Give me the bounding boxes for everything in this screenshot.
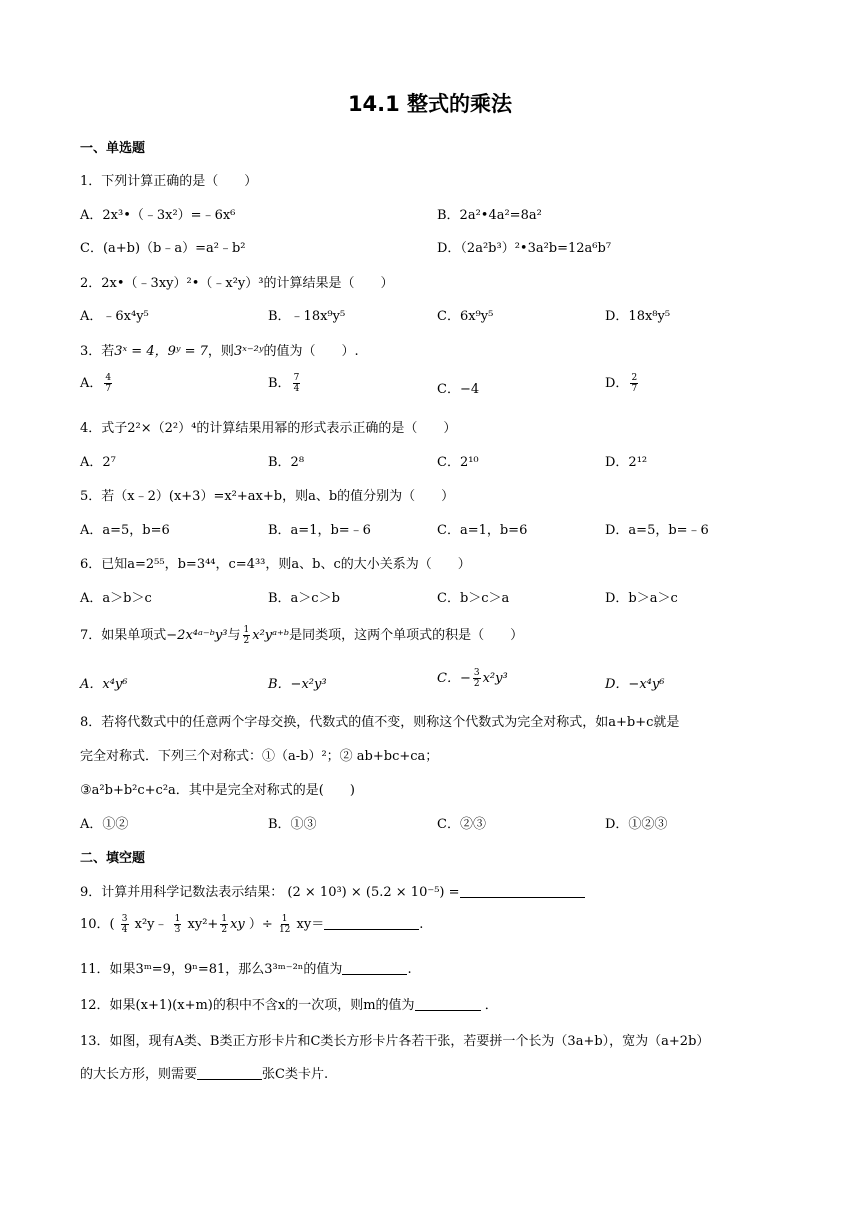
numerator: 3 — [121, 914, 128, 924]
q11-answer-blank[interactable] — [342, 974, 407, 975]
numerator: 1 — [174, 914, 181, 924]
q10-lead: 10．( — [80, 917, 115, 932]
q4-option-c: C．2¹⁰ — [437, 455, 479, 470]
q5-option-c: C．a=1，b=6 — [437, 523, 528, 538]
q10-term-3: xy — [230, 917, 245, 932]
q9-expression: (2 × 10³) × (5.2 × 10⁻⁵) = — [287, 885, 460, 900]
denominator: 4 — [121, 925, 128, 935]
q2-option-c: C．6x⁹y⁵ — [437, 309, 494, 324]
numerator: 7 — [293, 373, 300, 383]
numerator: 2 — [631, 373, 638, 383]
question-12 — [80, 994, 498, 1013]
q3-option-b — [268, 372, 302, 394]
q1-option-d: D．（2a²b³）²•3a²b=12a⁶b⁷ — [437, 241, 612, 256]
q6-option-b: B．a＞c＞b — [268, 591, 340, 606]
q1-option-b: B．2a²•4a²=8a² — [437, 208, 542, 223]
q2-option-d: D．18x⁸y⁵ — [605, 309, 671, 324]
q12-end: ． — [484, 998, 498, 1013]
q3-expression: 3ˣ⁻²ʸ — [233, 344, 264, 359]
q1-option-a: A．2x³•（﹣3x²）=﹣6x⁶ — [80, 208, 236, 223]
question-2: 2．2x•（﹣3xy）²•（﹣x²y）³的计算结果是（ ） — [80, 276, 394, 291]
denominator: 2 — [473, 679, 480, 689]
denominator: 12 — [278, 925, 291, 935]
q7-monomial-1: −2x⁴ᵃ⁻ᵇy³ — [166, 628, 228, 643]
q10-fraction-3 — [220, 914, 228, 935]
q8-option-b: B．①③ — [268, 817, 317, 832]
q7-c-label: C．− — [437, 671, 471, 686]
numerator: 3 — [473, 668, 480, 678]
q7-stem-a: 7．如果单项式 — [80, 628, 167, 643]
question-13-line-1: 13．如图，现有A类、B类正方形卡片和C类长方形卡片各若干张，若要拼一个长为（3a+b），宽为（a+2b） — [80, 1034, 710, 1049]
q7-c-fraction — [473, 668, 481, 689]
q7-option-a: A．x⁴y⁶ — [80, 677, 128, 692]
denominator: 2 — [243, 636, 250, 646]
denominator: 3 — [174, 925, 181, 935]
question-6: 6．已知a=2⁵⁵，b=3⁴⁴，c=4³³，则a、b、c的大小关系为（ ） — [80, 557, 471, 572]
q10-term-1: x²y﹣ — [134, 917, 168, 932]
q3-condition: 3ˣ = 4，9ʸ = 7 — [114, 344, 208, 359]
q4-option-d: D．2¹² — [605, 455, 648, 470]
question-8-line-2: 完全对称式．下列三个对称式：①（a-b）²；② ab+bc+ca； — [80, 749, 439, 764]
q8-option-c: C．②③ — [437, 817, 486, 832]
q4-option-b: B．2⁸ — [268, 455, 305, 470]
q7-c-rest: x²y³ — [482, 671, 508, 686]
q7-option-d: D．−x⁴y⁶ — [605, 677, 665, 692]
q7-option-c — [437, 667, 508, 689]
q8-option-d: D．①②③ — [605, 817, 668, 832]
q10-answer-blank[interactable] — [324, 929, 419, 930]
q5-option-b: B．a=1，b=﹣6 — [268, 523, 371, 538]
q13-answer-blank[interactable] — [197, 1079, 262, 1080]
q7-monomial-2: x²yᵃ⁺ᵇ — [252, 628, 290, 643]
q2-option-a: A．﹣6x⁴y⁵ — [80, 309, 149, 324]
q3-b-fraction — [293, 373, 301, 394]
denominator: 7 — [631, 384, 638, 394]
question-5: 5．若（x﹣2）(x+3）=x²+ax+b，则a、b的值分别为（ ） — [80, 489, 455, 504]
q10-term-4: ）÷ — [248, 917, 273, 932]
question-8-line-1: 8．若将代数式中的任意两个字母交换，代数式的值不变，则称这个代数式为完全对称式，如a+b+c就是 — [80, 715, 680, 730]
q11-stem: 11．如果3ᵐ=9，9ⁿ=81，那么3³ᵐ⁻²ⁿ的值为 — [80, 962, 343, 977]
denominator: 7 — [105, 384, 112, 394]
q4-option-a: A．2⁷ — [80, 455, 116, 470]
page-title: 14.1 整式的乘法 — [347, 92, 513, 116]
q7-stem-c: 是同类项，这两个单项式的积是（ ） — [289, 628, 524, 643]
q3-a-label: A． — [80, 376, 103, 391]
question-10 — [80, 913, 423, 935]
question-9 — [80, 881, 585, 900]
q10-fraction-1 — [121, 914, 129, 935]
q3-a-fraction — [104, 373, 112, 394]
q9-answer-blank[interactable] — [460, 897, 585, 898]
q5-option-a: A．a=5，b=6 — [80, 523, 170, 538]
q12-answer-blank[interactable] — [415, 1010, 481, 1011]
q3-stem-c: 的值为（ ）. — [263, 344, 359, 359]
question-11 — [80, 958, 412, 977]
q3-option-c: C．−4 — [437, 382, 480, 397]
q3-d-fraction — [630, 373, 638, 394]
numerator: 1 — [221, 914, 228, 924]
q10-end: . — [419, 917, 424, 932]
q3-option-d — [605, 372, 640, 394]
q9-stem: 9．计算并用科学记数法表示结果： — [80, 885, 284, 900]
q10-term-2: xy²+ — [187, 917, 219, 932]
question-1: 1．下列计算正确的是（ ） — [80, 174, 258, 189]
denominator: 2 — [221, 925, 228, 935]
q7-stem-b: 与 — [227, 628, 241, 643]
numerator: 4 — [105, 373, 112, 383]
q12-stem: 12．如果(x+1)(x+m)的积中不含x的一次项，则m的值为 — [80, 998, 415, 1013]
question-13-line-2 — [80, 1063, 328, 1082]
q13-stem-a: 的大长方形，则需要 — [80, 1067, 198, 1082]
question-8-line-3: ③a²b+b²c+c²a．其中是完全对称式的是( ) — [80, 783, 355, 798]
q2-option-b: B．﹣18x⁹y⁵ — [268, 309, 346, 324]
q1-option-c: C．(a+b)（b﹣a）=a²﹣b² — [80, 241, 246, 256]
q7-fraction — [243, 625, 251, 646]
q6-option-d: D．b＞a＞c — [605, 591, 678, 606]
q3-option-a — [80, 372, 114, 394]
question-7 — [80, 624, 523, 646]
q11-end: . — [407, 962, 412, 977]
section-single-choice: 一、单选题 — [80, 141, 146, 156]
q3-stem-a: 3．若 — [80, 344, 115, 359]
question-4: 4．式子2²×（2²）⁴的计算结果用幂的形式表示正确的是（ ） — [80, 421, 457, 436]
numerator: 1 — [243, 625, 250, 635]
q3-d-label: D． — [605, 376, 629, 391]
denominator: 4 — [293, 384, 300, 394]
q3-stem-b: ，则 — [207, 344, 234, 359]
q3-b-label: B． — [268, 376, 291, 391]
section-fill-in: 二、填空题 — [80, 851, 146, 866]
q5-option-d: D．a=5，b=﹣6 — [605, 523, 709, 538]
q6-option-c: C．b＞c＞a — [437, 591, 510, 606]
q8-option-a: A．①② — [80, 817, 129, 832]
q10-term-5: xy＝ — [296, 917, 325, 932]
q7-option-b: B．−x²y³ — [268, 677, 327, 692]
question-3 — [80, 340, 359, 359]
q10-fraction-2 — [174, 914, 182, 935]
q6-option-a: A．a＞b＞c — [80, 591, 152, 606]
q10-fraction-4 — [279, 914, 290, 935]
numerator: 1 — [281, 914, 288, 924]
q13-stem-b: 张C类卡片. — [262, 1067, 329, 1082]
